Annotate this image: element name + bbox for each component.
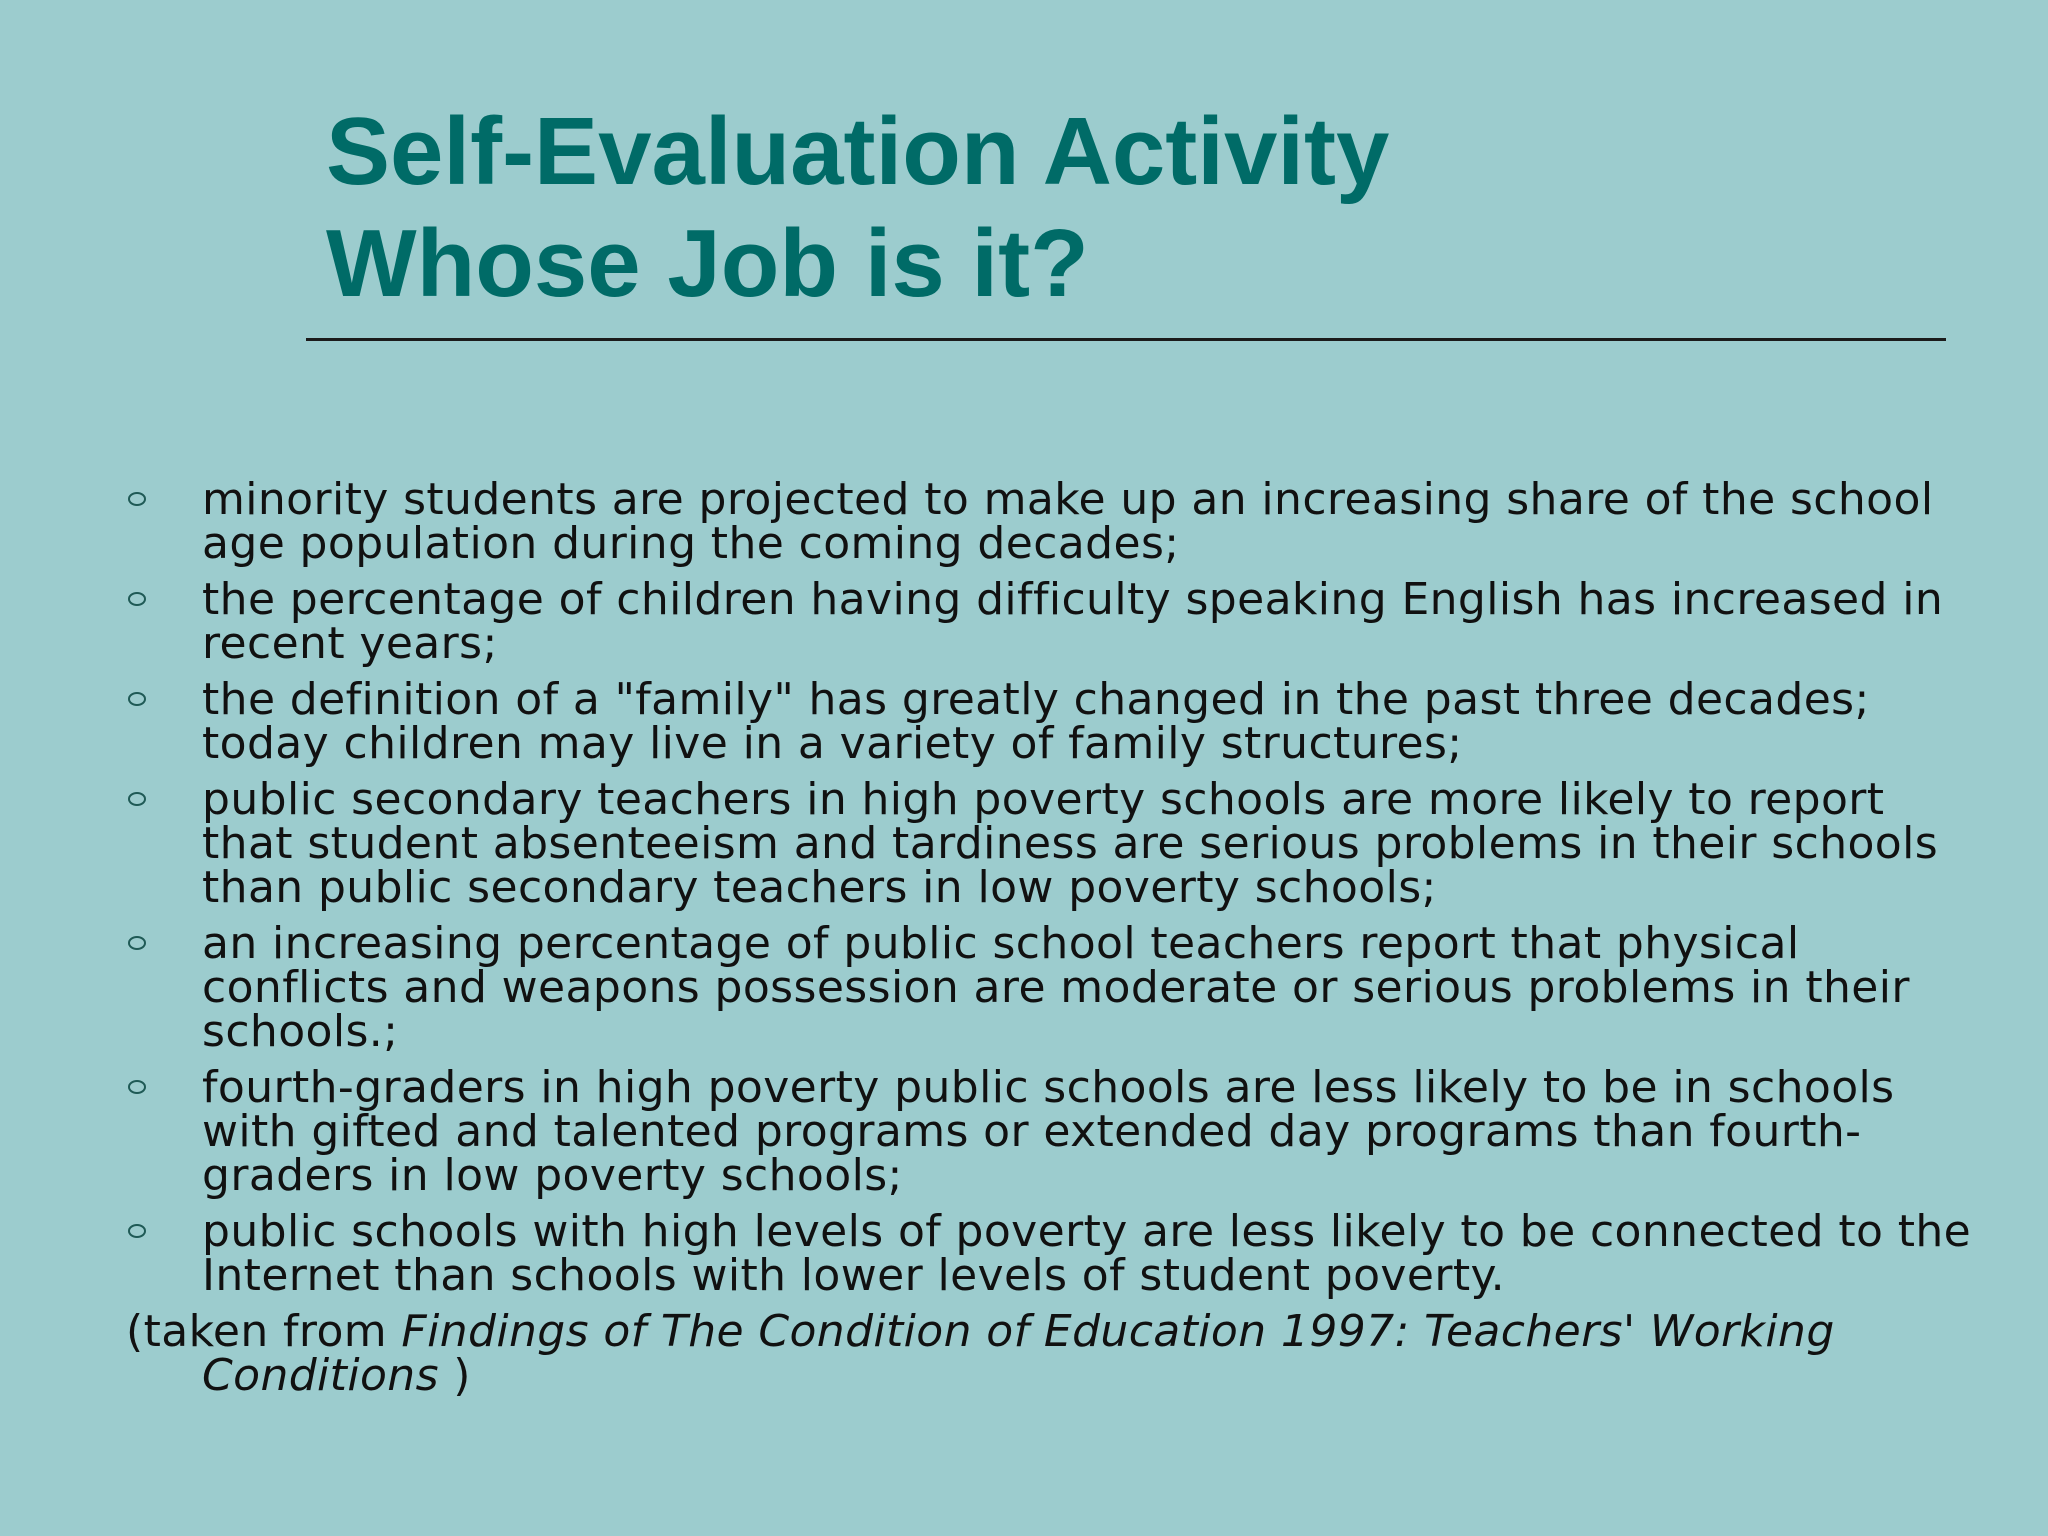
bullet-text: the percentage of children having difficulty speaking English has increased in recent years;	[202, 574, 1944, 669]
hollow-circle-bullet-icon	[128, 492, 146, 506]
bullet-item	[0, 1062, 2048, 1201]
hollow-circle-bullet-icon	[128, 692, 146, 706]
title-divider	[306, 338, 1946, 341]
bullet-text: fourth-graders in high poverty public schools are less likely to be in schools with gifted and talented programs or extended day programs than fourth-graders in low poverty schools;	[202, 1062, 1895, 1201]
bullet-item	[0, 1206, 2048, 1301]
title-line-2: Whose Job is it?	[326, 210, 1089, 317]
hollow-circle-bullet-icon	[128, 1224, 146, 1238]
hollow-circle-bullet-icon	[128, 792, 146, 806]
hollow-circle-bullet-icon	[128, 592, 146, 606]
hollow-circle-bullet-icon	[128, 1080, 146, 1094]
source-suffix: )	[438, 1350, 471, 1401]
bullet-list	[0, 474, 2048, 1301]
bullet-text: an increasing percentage of public school teachers report that physical conflicts and weapons possession are moderate or serious problems in their schools.;	[202, 918, 1910, 1057]
source-prefix: (taken from	[126, 1306, 402, 1357]
bullet-item	[0, 574, 2048, 669]
slide-title	[326, 96, 1389, 320]
title-line-1: Self-Evaluation Activity	[326, 98, 1390, 205]
source-title: Findings of The Condition of Education 1997: Teachers' Working Conditions	[202, 1306, 1835, 1401]
bullet-text: minority students are projected to make up an increasing share of the school age population during the coming decades;	[202, 474, 1934, 569]
source-citation	[0, 1306, 2048, 1401]
bullet-item	[0, 474, 2048, 569]
slide-body	[0, 474, 2048, 1401]
bullet-text: public secondary teachers in high poverty schools are more likely to report that student absenteeism and tardiness are serious problems in their schools than public secondary teachers in low poverty schools;	[202, 774, 1939, 913]
bullet-item	[0, 918, 2048, 1057]
hollow-circle-bullet-icon	[128, 936, 146, 950]
bullet-item	[0, 774, 2048, 913]
bullet-item	[0, 674, 2048, 769]
bullet-text: public schools with high levels of poverty are less likely to be connected to the Internet than schools with lower levels of student poverty.	[202, 1206, 1972, 1301]
bullet-text: the definition of a "family" has greatly changed in the past three decades; today children may live in a variety of family structures;	[202, 674, 1870, 769]
